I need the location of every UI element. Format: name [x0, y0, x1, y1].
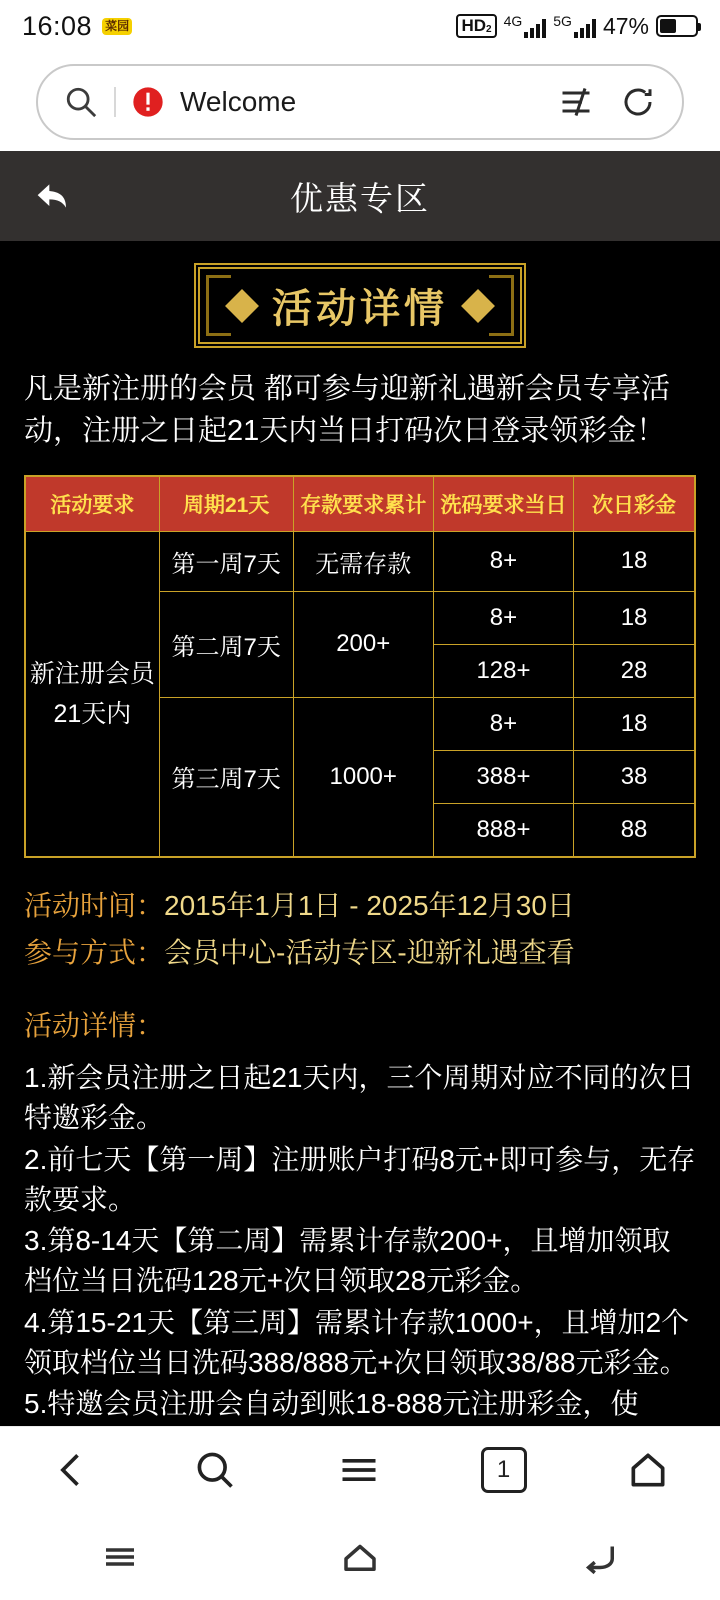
home-icon[interactable]	[339, 1536, 381, 1578]
cell-period: 第一周7天	[159, 531, 293, 591]
cell-deposit: 200+	[293, 591, 433, 697]
home-icon[interactable]	[626, 1448, 670, 1492]
cell-wash: 388+	[433, 750, 573, 803]
tab-count-button[interactable]	[481, 1447, 527, 1493]
page-content	[0, 241, 720, 1426]
cell-bonus: 18	[574, 591, 695, 644]
promo-table-body	[25, 531, 695, 857]
detail-section-title: 活动详情：	[24, 1010, 165, 1042]
col-header-period: 周期21天	[159, 476, 293, 532]
battery-icon	[656, 15, 698, 37]
hd-label: HD	[461, 16, 487, 36]
android-nav-bar	[0, 1514, 720, 1600]
activity-join-row	[24, 931, 696, 974]
banner-title: 活动详情	[272, 287, 448, 332]
cell-bonus: 18	[574, 697, 695, 750]
col-header-bonus: 次日彩金	[574, 476, 695, 532]
search-icon[interactable]	[193, 1448, 237, 1492]
hd-sub: 2	[486, 24, 492, 36]
reader-mode-icon[interactable]	[558, 84, 594, 120]
url-input[interactable]	[36, 64, 684, 140]
signal-bars-2	[574, 18, 596, 38]
table-header-row	[25, 476, 695, 532]
search-icon	[64, 85, 98, 119]
cell-wash: 128+	[433, 644, 573, 697]
url-text[interactable]: Welcome	[180, 85, 297, 117]
battery-percent: 47%	[602, 12, 649, 39]
col-header-wash: 洗码要求当日	[433, 476, 573, 532]
cell-period: 第二周7天	[159, 591, 293, 697]
cell-deposit: 无需存款	[293, 531, 433, 591]
status-bar-right	[456, 13, 698, 40]
url-actions	[558, 84, 656, 120]
cell-wash: 8+	[433, 591, 573, 644]
cell-bonus: 18	[574, 531, 695, 591]
promo-table	[24, 475, 696, 858]
cell-wash: 888+	[433, 803, 573, 857]
tab-count-label: 1	[496, 1456, 511, 1484]
cell-bonus: 38	[574, 750, 695, 803]
col-header-deposit: 存款要求累计	[293, 476, 433, 532]
activity-banner	[24, 241, 696, 362]
status-bar	[0, 0, 720, 52]
back-icon[interactable]	[579, 1536, 621, 1578]
promo-table-head	[25, 476, 695, 532]
cell-member: 新注册会员 21天内	[25, 531, 159, 857]
browser-url-bar	[0, 52, 720, 151]
diamond-icon-left	[225, 289, 259, 323]
table-row	[25, 531, 695, 591]
cell-bonus: 28	[574, 644, 695, 697]
activity-time-row	[24, 884, 696, 927]
activity-time-label: 活动时间：	[24, 889, 165, 921]
warning-icon[interactable]	[132, 86, 164, 118]
cell-period: 第三周7天	[159, 697, 293, 857]
browser-bottom-toolbar	[0, 1426, 720, 1513]
list-item: 3.第8-14天【第二周】需累计存款200+，且增加领取档位当日洗码128元+次日领取28元彩金。	[24, 1225, 671, 1297]
detail-list	[24, 1058, 696, 1424]
hd-voice-icon	[456, 14, 496, 38]
activity-join-value: 会员中心-活动专区-迎新礼遇查看	[164, 936, 575, 968]
list-item: 2.前七天【第一周】注册账户打码8元+即可参与，无存款要求。	[24, 1143, 696, 1215]
cell-wash: 8+	[433, 697, 573, 750]
menu-icon[interactable]	[337, 1448, 381, 1492]
activity-join-label: 参与方式：	[24, 936, 165, 968]
intro-text: 凡是新注册的会员 都可参与迎新礼遇新会员专享活动，注册之日起21天内当日打码次日登录领彩金！	[24, 373, 671, 448]
network-type-2: 5G	[553, 13, 572, 30]
url-divider	[114, 87, 116, 117]
list-item: 4.第15-21天【第三周】需累计存款1000+，且增加2个领取档位当日洗码388/888元+次日领取38/88元彩金。	[24, 1306, 690, 1378]
cell-wash: 8+	[433, 531, 573, 591]
page-header	[0, 151, 720, 241]
chevron-left-icon[interactable]	[50, 1448, 94, 1492]
network-type-1: 4G	[503, 13, 523, 30]
signal-bars-1	[524, 18, 546, 38]
recents-icon[interactable]	[99, 1536, 141, 1578]
refresh-icon[interactable]	[620, 84, 656, 120]
page-title: 优惠专区	[290, 179, 430, 217]
diamond-icon-right	[461, 289, 495, 323]
cell-deposit: 1000+	[293, 697, 433, 857]
back-arrow-icon[interactable]	[28, 176, 74, 216]
activity-meta	[24, 884, 696, 975]
signal-icon-2	[553, 14, 596, 38]
list-item: 5.特邀会员注册会自动到账18-888元注册彩金，使	[24, 1388, 639, 1420]
col-header-requirement: 活动要求	[25, 476, 159, 532]
list-item: 1.新会员注册之日起21天内，三个周期对应不同的次日特邀彩金。	[24, 1062, 695, 1134]
status-time: 16:08	[22, 10, 93, 41]
signal-icon-1	[504, 14, 547, 38]
app-badge-icon: 菜园	[102, 18, 132, 35]
activity-time-value: 2015年1月1日 - 2025年12月30日	[164, 889, 575, 921]
status-bar-left	[22, 11, 132, 42]
cell-bonus: 88	[574, 803, 695, 857]
banner-frame	[194, 263, 526, 348]
